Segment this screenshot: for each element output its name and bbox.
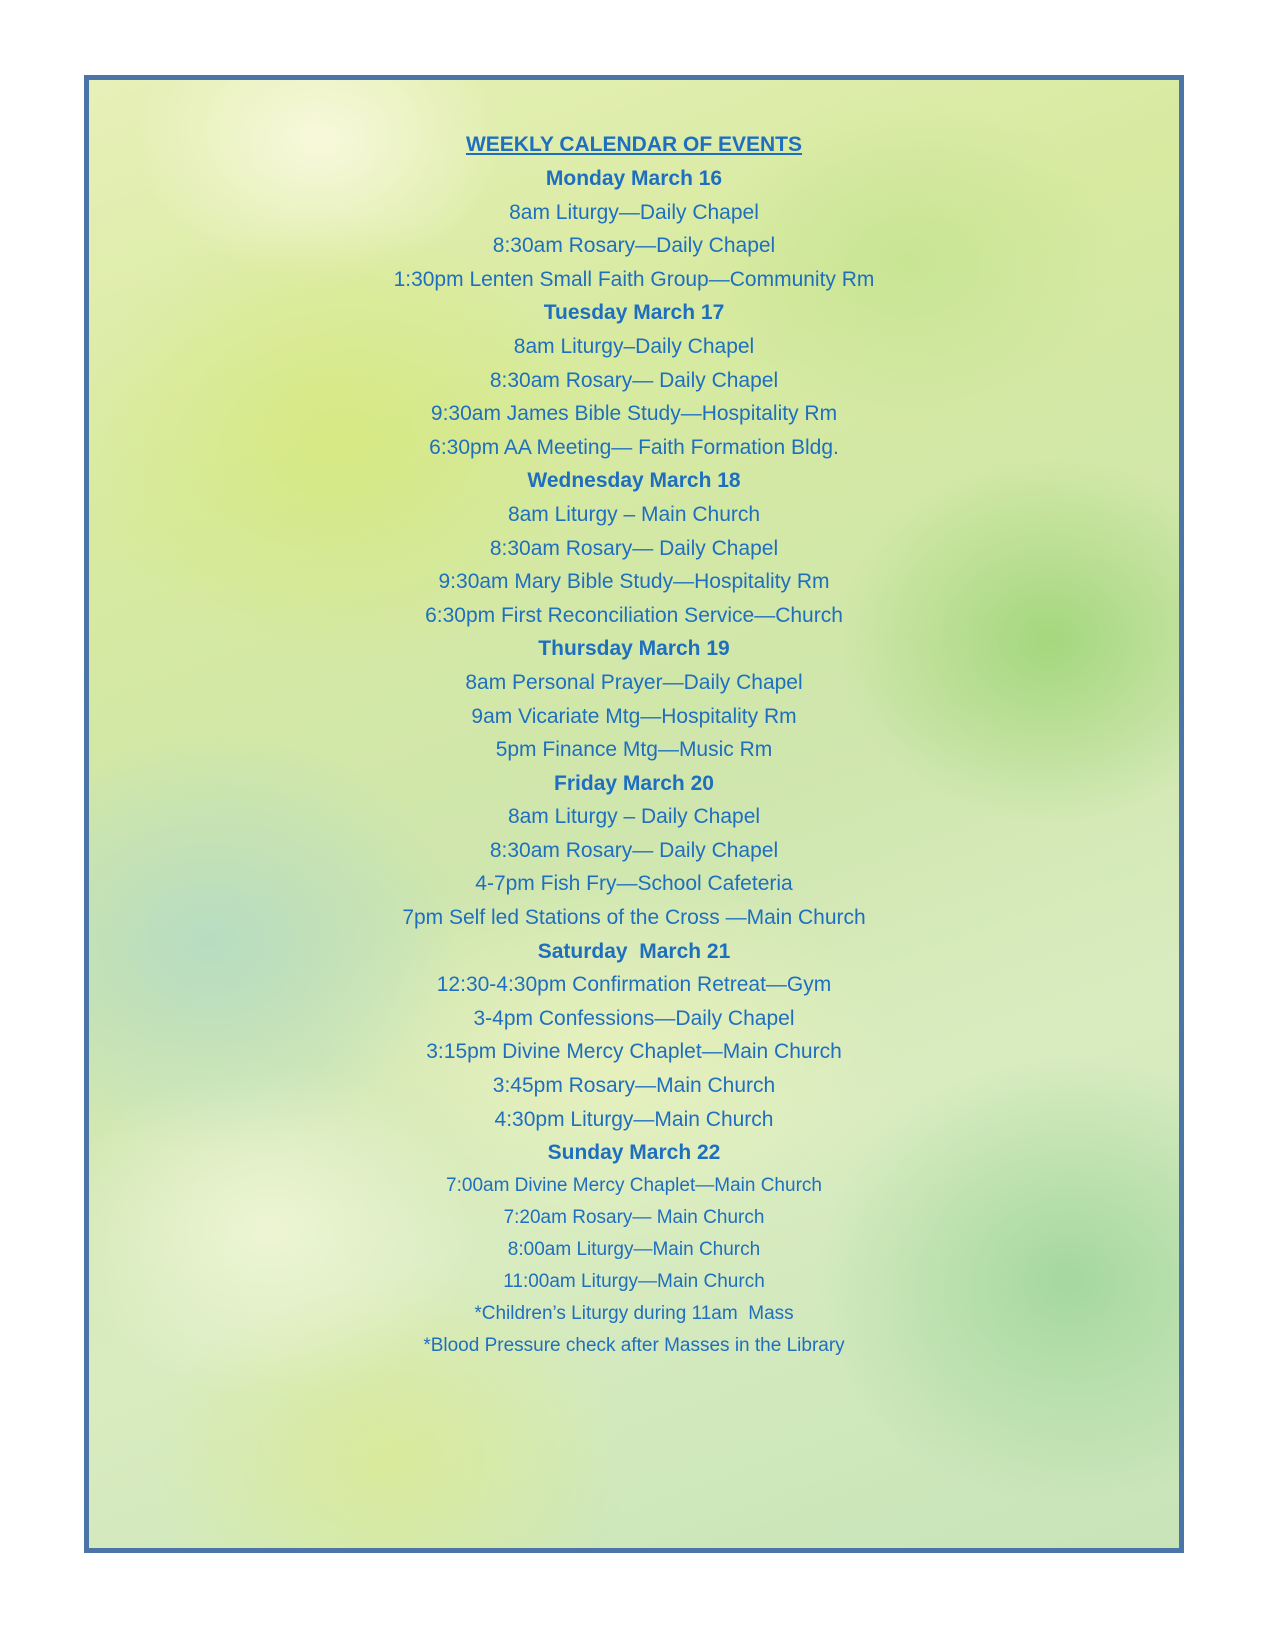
day-heading: Friday March 20 [554, 771, 714, 795]
day-heading: Thursday March 19 [538, 637, 730, 661]
event-item: 9:30am James Bible Study—Hospitality Rm [430, 402, 838, 426]
event-item: 7:00am Divine Mercy Chaplet—Main Church [446, 1174, 822, 1196]
note-item: *Children’s Liturgy during 11am Mass [474, 1302, 794, 1324]
day-wednesday [89, 464, 1179, 632]
event-item: 9:30am Mary Bible Study—Hospitality Rm [438, 570, 830, 594]
event-item: 8am Liturgy–Daily Chapel [513, 334, 755, 358]
event-item: 3-4pm Confessions—Daily Chapel [473, 1006, 795, 1030]
event-item: 8:00am Liturgy—Main Church [507, 1238, 761, 1260]
event-item: 3:15pm Divine Mercy Chaplet—Main Church [426, 1040, 842, 1064]
event-item: 4-7pm Fish Fry—School Cafeteria [475, 872, 793, 896]
event-item: 1:30pm Lenten Small Faith Group—Community Rm [393, 267, 875, 291]
day-tuesday [89, 296, 1179, 464]
event-item: 8am Liturgy – Daily Chapel [507, 805, 761, 829]
day-monday [89, 162, 1179, 296]
day-heading: Sunday March 22 [547, 1141, 721, 1165]
day-heading: Tuesday March 17 [543, 301, 725, 325]
event-item: 6:30pm First Reconciliation Service—Church [425, 603, 843, 627]
event-item: 3:45pm Rosary—Main Church [492, 1074, 776, 1098]
event-item: 7pm Self led Stations of the Cross —Main Church [402, 906, 866, 930]
notes [89, 1298, 1179, 1362]
event-item: 8:30am Rosary— Daily Chapel [489, 368, 779, 392]
event-item: 4:30pm Liturgy—Main Church [494, 1107, 774, 1131]
event-item: 8:30am Rosary— Daily Chapel [489, 838, 779, 862]
calendar-title: WEEKLY CALENDAR OF EVENTS [465, 133, 803, 156]
day-thursday [89, 632, 1179, 766]
day-heading: Saturday March 21 [537, 939, 731, 963]
day-friday [89, 767, 1179, 935]
event-item: 8am Liturgy—Daily Chapel [509, 200, 759, 224]
event-item: 12:30-4:30pm Confirmation Retreat—Gym [436, 973, 832, 997]
event-item: 8am Personal Prayer—Daily Chapel [465, 670, 803, 694]
event-item: 11:00am Liturgy—Main Church [503, 1270, 765, 1292]
event-item: 8:30am Rosary— Daily Chapel [489, 536, 779, 560]
event-item: 8am Liturgy – Main Church [507, 502, 761, 526]
day-heading: Wednesday March 18 [527, 469, 741, 493]
note-item: *Blood Pressure check after Masses in the Library [423, 1334, 845, 1356]
event-item: 6:30pm AA Meeting— Faith Formation Bldg. [429, 435, 839, 459]
day-saturday [89, 935, 1179, 1137]
event-item: 8:30am Rosary—Daily Chapel [492, 234, 776, 258]
calendar-frame [84, 75, 1184, 1553]
event-item: 5pm Finance Mtg—Music Rm [495, 738, 773, 762]
day-heading: Monday March 16 [545, 167, 723, 190]
day-sunday [89, 1136, 1179, 1298]
event-item: 9am Vicariate Mtg—Hospitality Rm [471, 704, 797, 728]
event-item: 7:20am Rosary— Main Church [503, 1206, 765, 1228]
calendar-content [89, 128, 1179, 1362]
